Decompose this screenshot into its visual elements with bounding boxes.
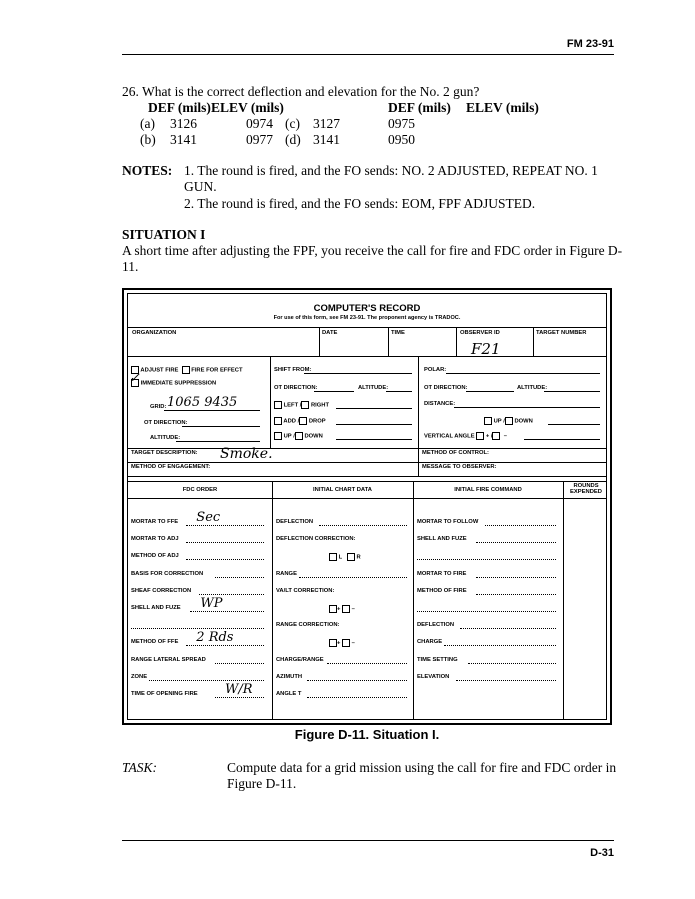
fdc-field-line — [199, 594, 264, 595]
fdc-field-value: W/R — [225, 682, 253, 697]
fdc-field-line — [186, 559, 264, 560]
footer-rule — [122, 840, 614, 841]
polar-ot-direction-label: OT DIRECTION: — [424, 385, 468, 391]
left-right-option: LEFT / RIGHT — [274, 401, 329, 409]
chart-field-label: ANGLE T — [276, 691, 302, 697]
option-elev: 0975 — [388, 116, 415, 131]
fire-field-label: DEFLECTION — [417, 622, 455, 629]
fdc-field-line — [190, 611, 264, 612]
chart-field-label: VA/LT CORRECTION: — [276, 587, 335, 594]
col-def-label-2: DEF (mils) — [388, 100, 451, 115]
shift-ot-direction-label: OT DIRECTION: — [274, 385, 318, 391]
method-of-engagement-label: METHOD OF ENGAGEMENT: — [131, 464, 211, 470]
fdc-field-line — [215, 663, 264, 664]
rounds-expended-heading: ROUNDS EXPENDED — [570, 483, 602, 495]
target-description-label: TARGET DESCRIPTION: — [131, 450, 198, 456]
option-letter: (b) — [140, 132, 156, 147]
form-subtitle: For use of this form, see FM 23-91. The proponent agency is TRADOC. — [273, 315, 461, 321]
chart-field-line — [299, 577, 408, 578]
option-def: 3126 — [170, 116, 197, 131]
organization-label: ORGANIZATION — [132, 330, 177, 336]
adjust-fire-option: ADJUST FIRE FIRE FOR EFFECT — [131, 366, 243, 374]
up-down-option: UP / DOWN — [274, 432, 323, 440]
altitude-label: ALTITUDE: — [150, 435, 181, 441]
fdc-field-line — [215, 577, 264, 578]
observer-id-label: OBSERVER ID — [460, 330, 500, 336]
chart-field-label: AZIMUTH — [276, 673, 303, 680]
note-1: 1. The round is fired, and the FO sends: NO. 2 ADJUSTED, REPEAT NO. 1 — [184, 163, 598, 178]
fire-field-line — [417, 611, 556, 612]
manual-number: FM 23-91 — [566, 38, 614, 50]
fdc-field-line — [131, 628, 264, 629]
fire-field-line — [485, 525, 556, 526]
col-elev-label-1: ELEV (mils) — [211, 100, 284, 115]
fdc-field-line — [186, 525, 264, 526]
fdc-field-label: RANGE LATERAL SPREAD — [131, 656, 206, 663]
task-label: TASK: — [122, 760, 158, 775]
chart-field-label: CHARGE/RANGE — [276, 656, 324, 663]
situation-text-1: A short time after adjusting the FPF, you receive the call for fire and FDC order in Figure D- — [122, 243, 623, 258]
left-right-checkboxes: L R — [329, 553, 361, 561]
add-drop-option: ADD / DROP — [274, 417, 326, 425]
option-def: 3141 — [170, 132, 197, 147]
chart-field-line — [307, 697, 407, 698]
question-body: What is the correct deflection and elevation for the No. 2 gun? — [142, 84, 480, 99]
fdc-field-label: ZONE — [131, 673, 148, 680]
fire-field-label: ELEVATION — [417, 673, 450, 680]
target-number-label: TARGET NUMBER — [536, 330, 587, 336]
fdc-field-label: METHOD OF ADJ — [131, 553, 179, 560]
ot-direction-label: OT DIRECTION: — [144, 420, 188, 426]
header-rule — [122, 54, 614, 55]
shift-altitude-label: ALTITUDE: — [358, 385, 389, 391]
method-of-control-label: METHOD OF CONTROL: — [422, 450, 489, 456]
fdc-field-label: SHEAF CORRECTION — [131, 587, 192, 594]
option-letter: (a) — [140, 116, 155, 131]
fdc-order-heading: FDC ORDER — [182, 487, 218, 493]
date-label: DATE — [322, 330, 338, 336]
col-elev-label-2: ELEV (mils) — [466, 100, 539, 115]
chart-field-label: DEFLECTION CORRECTION: — [276, 536, 356, 543]
form-title: COMPUTER'S RECORD — [313, 303, 421, 314]
shift-from-label: SHIFT FROM: — [274, 367, 312, 373]
fdc-field-value: WP — [200, 596, 223, 611]
option-elev: 0977 — [246, 132, 273, 147]
option-def: 3127 — [313, 116, 340, 131]
fire-field-line — [476, 577, 556, 578]
chart-field-line — [307, 680, 407, 681]
target-description-value: Smoke. — [220, 446, 273, 462]
observer-id-value: F21 — [471, 340, 501, 358]
plus-minus-checkboxes: + – — [329, 605, 355, 613]
chart-field-line — [319, 525, 407, 526]
computers-record-form — [122, 288, 612, 725]
note-1-cont: GUN. — [184, 179, 217, 194]
fdc-field-line — [215, 697, 264, 698]
page-number: D-31 — [590, 847, 614, 859]
fire-field-line — [468, 663, 556, 664]
option-elev: 0950 — [388, 132, 415, 147]
fire-field-label: METHOD OF FIRE — [417, 587, 467, 594]
option-letter: (d) — [285, 132, 301, 147]
fdc-field-label: BASIS FOR CORRECTION — [131, 570, 204, 577]
fire-field-label: TIME SETTING — [417, 656, 458, 663]
fdc-field-value: 2 Rds — [196, 630, 234, 646]
task-line-2: Figure D-11. — [227, 776, 297, 791]
fire-field-label: CHARGE — [417, 639, 443, 646]
check-mark: ✓ — [129, 371, 140, 386]
col-def-label-1: DEF (mils) — [148, 100, 211, 115]
question-number: 26. — [122, 84, 139, 99]
fire-field-line — [476, 594, 556, 595]
option-elev: 0974 — [246, 116, 273, 131]
message-to-observer-label: MESSAGE TO OBSERVER: — [422, 464, 497, 470]
task-line-1: Compute data for a grid mission using the call for fire and FDC order in — [227, 760, 617, 775]
fdc-field-label: MORTAR TO FFE — [131, 519, 179, 525]
fire-field-line — [417, 559, 556, 560]
fdc-field-label: SHELL AND FUZE — [131, 605, 181, 611]
plus-minus-checkboxes: + – — [329, 639, 355, 647]
grid-label: GRID: — [150, 404, 167, 410]
fdc-field-label: METHOD OF FFE — [131, 639, 179, 646]
option-letter: (c) — [285, 116, 300, 131]
notes-label: NOTES: — [122, 163, 173, 178]
initial-chart-data-heading: INITIAL CHART DATA — [313, 487, 372, 493]
fdc-field-line — [149, 680, 264, 681]
distance-label: DISTANCE: — [424, 401, 456, 407]
chart-field-line — [327, 663, 407, 664]
polar-label: POLAR: — [424, 367, 447, 373]
question-text — [122, 84, 479, 100]
chart-field-label: RANGE — [276, 570, 297, 577]
fire-field-line — [476, 542, 556, 543]
grid-value: 1065 9435 — [167, 395, 238, 410]
polar-up-down-option: UP / DOWN — [484, 417, 533, 425]
chart-field-label: RANGE CORRECTION: — [276, 622, 340, 629]
immediate-suppression-option: IMMEDIATE SUPPRESSION — [131, 379, 216, 387]
fire-field-label: MORTAR TO FOLLOW — [417, 519, 479, 525]
fire-field-line — [444, 645, 556, 646]
fdc-field-value: Sec — [196, 510, 221, 525]
chart-field-label: DEFLECTION — [276, 519, 314, 525]
figure-caption: Figure D-11. Situation I. — [294, 727, 440, 742]
fdc-field-label: TIME OF OPENING FIRE — [131, 691, 198, 697]
fire-field-line — [456, 680, 556, 681]
situation-text-2: 11. — [122, 259, 139, 274]
fire-field-label: SHELL AND FUZE — [417, 536, 467, 543]
fire-field-label: MORTAR TO FIRE — [417, 570, 467, 577]
time-label: TIME — [391, 330, 405, 336]
fdc-field-line — [186, 542, 264, 543]
fdc-field-line — [186, 645, 264, 646]
vertical-angle-option: VERTICAL ANGLE + / – — [424, 433, 507, 440]
initial-fire-command-heading: INITIAL FIRE COMMAND — [454, 487, 522, 493]
option-def: 3141 — [313, 132, 340, 147]
situation-title: SITUATION I — [122, 227, 206, 242]
note-2: 2. The round is fired, and the FO sends: EOM, FPF ADJUSTED. — [184, 196, 536, 211]
polar-altitude-label: ALTITUDE: — [517, 385, 548, 391]
fire-field-line — [460, 628, 556, 629]
fdc-field-label: MORTAR TO ADJ — [131, 536, 179, 543]
